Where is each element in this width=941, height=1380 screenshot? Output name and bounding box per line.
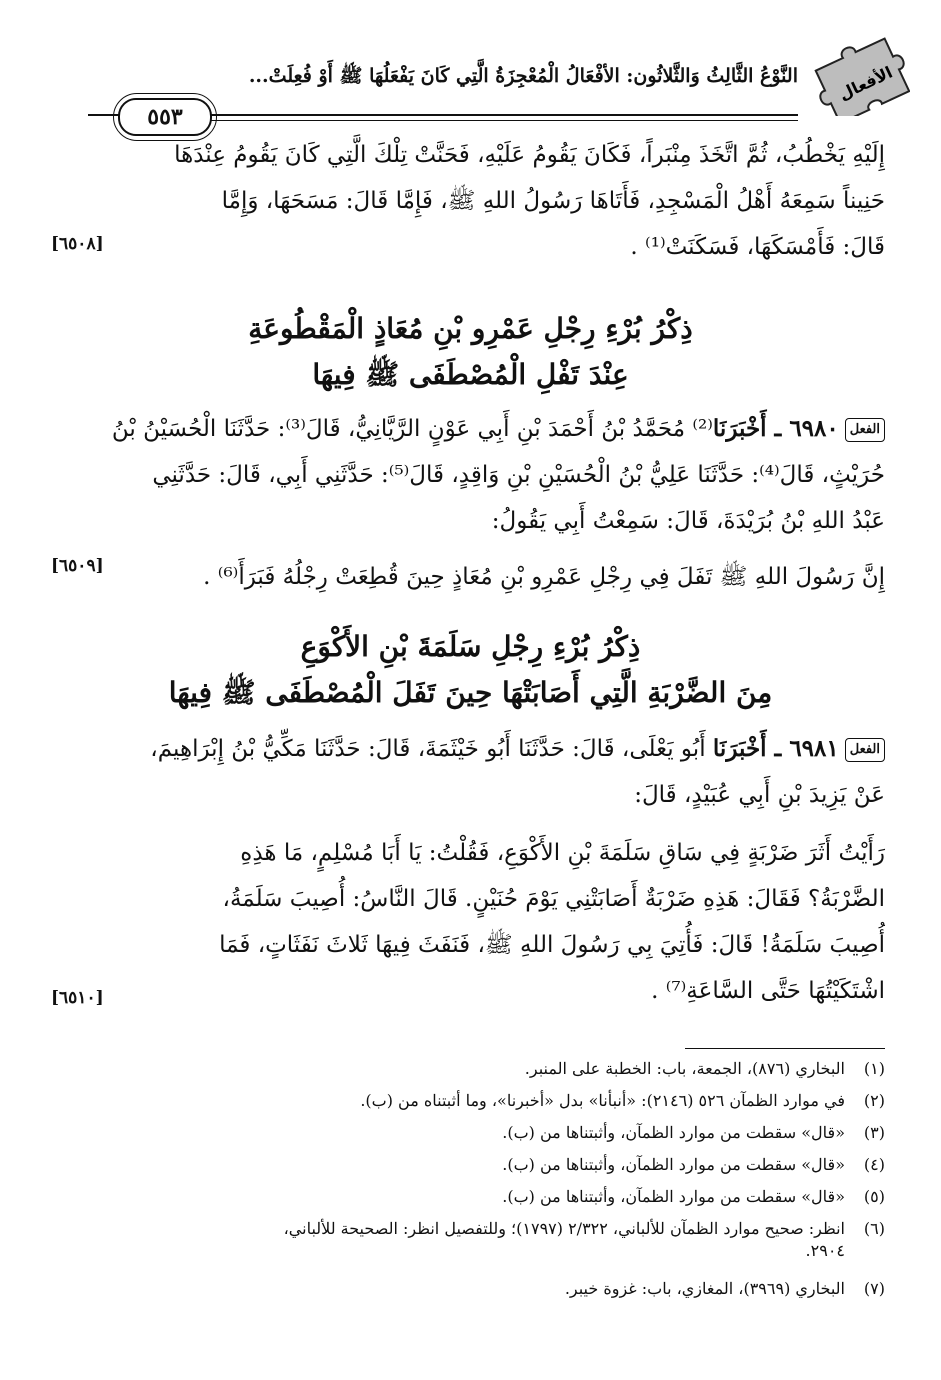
footnote-text: في موارد الظمآن ٥٢٦ (٢١٤٦): «أنبأنا» بدل «أخبرنا»، وما أثبتناه من (ب). bbox=[360, 1091, 845, 1110]
footnote-number: (١) bbox=[863, 1059, 885, 1078]
footnote-number: (٢) bbox=[863, 1091, 885, 1110]
text-line bbox=[51, 726, 885, 772]
matn-line: إِنَّ رَسُولَ اللهِ ﷺ تَفَلَ فِي رِجْلِ عَمْرِو بْنِ مُعَاذٍ حِينَ قُطِعَتْ رِجْلُهُ فَبَرَأَ⁽⁶⁾ . bbox=[203, 564, 885, 590]
page-header bbox=[88, 28, 910, 130]
footnote-number: (٦) bbox=[863, 1219, 885, 1238]
footnote-separator bbox=[685, 1048, 885, 1049]
footnote-number: (٣) bbox=[863, 1123, 885, 1142]
text-line: حَنِيناً سَمِعَهُ أَهْلُ الْمَسْجِدِ، فَأَتَاهَا رَسُولُ اللهِ ﷺ، فَإِمَّا قَالَ: مَسَحَهَا، وَإِمَّا bbox=[221, 188, 885, 214]
matn-line: اشْتَكَيْتُهَا حَتَّى السَّاعَةِ⁽⁷⁾ . bbox=[651, 978, 885, 1004]
text-line: عَبْدُ اللهِ بْنُ بُرَيْدَةَ، قَالَ: سَمِعْتُ أَبِي يَقُولُ: bbox=[491, 508, 885, 534]
intro-paragraph bbox=[51, 132, 885, 270]
heading-line: ذِكْرُ بُرْءِ رِجْلِ عَمْرِو بْنِ مُعَاذٍ الْمَقْطُوعَةِ bbox=[248, 312, 693, 345]
hadith-number: ٦٩٨٠ ـ أَخْبَرَنَا bbox=[712, 415, 839, 442]
footnote-text: «قال» سقطت من موارد الظمآن، وأثبتناها من (ب). bbox=[502, 1187, 845, 1206]
hadith-ref: [٦٥٠٨] bbox=[51, 234, 104, 254]
footnote bbox=[55, 1218, 885, 1262]
heading-line: مِنَ الضَّرْبَةِ الَّتِي أَصَابَتْهَا حِينَ تَفَلَ الْمُصْطَفَى ﷺ فِيهَا bbox=[168, 676, 773, 709]
matn-line: رَأَيْتُ أَثَرَ ضَرْبَةٍ فِي سَاقِ سَلَمَةَ بْنِ الأَكْوَعِ، فَقُلْتُ: يَا أَبَا مُسْلِمٍ، مَا هَذِهِ bbox=[240, 840, 885, 866]
text-line: إِلَيْهِ يَخْطُبُ، ثُمَّ اتَّخَذَ مِنْبَراً، فَكَانَ يَقُومُ عَلَيْهِ، فَحَنَّتْ تِلْكَ الَّتِي كَانَ يَقُومُ عِنْدَهَا bbox=[174, 142, 885, 168]
text-line: حُرَيْثٍ، قَالَ⁽⁴⁾: حَدَّثَنَا عَلِيُّ بْنُ الْحُسَيْنِ بْنِ وَاقِدٍ، قَالَ⁽⁵⁾: حَدَّثَنِي أَبِي، قَالَ: حَدَّثَنِي bbox=[152, 462, 885, 488]
footnote-number: (٧) bbox=[863, 1279, 885, 1298]
puzzle-piece-icon bbox=[814, 32, 910, 116]
footnote-text: «قال» سقطت من موارد الظمآن، وأثبتناها من (ب). bbox=[502, 1123, 845, 1142]
text-line bbox=[51, 406, 885, 452]
heading-line: ذِكْرُ بُرْءِ رِجْلِ سَلَمَةَ بْنِ الأَكْوَعِ bbox=[300, 630, 641, 663]
footnote-text: البخاري (٨٧٦)، الجمعة، باب: الخطبة على المنبر. bbox=[524, 1059, 845, 1078]
footnote-number: (٥) bbox=[863, 1187, 885, 1206]
isnad-text: أَبُو يَعْلَى، قَالَ: حَدَّثَنَا أَبُو خَيْثَمَةَ، قَالَ: حَدَّثَنَا مَكِّيُّ بْنُ إِبْرَاهِيمَ، bbox=[150, 736, 706, 762]
fi3l-badge: الفعل bbox=[845, 418, 885, 442]
heading-line: عِنْدَ تَفْلِ الْمُصْطَفَى ﷺ فِيهَا bbox=[312, 358, 629, 391]
section-heading bbox=[56, 624, 885, 716]
header-title: النَّوْعُ الثَّالِثُ وَالثَّلاثُون: الأفْعَالُ الْمُعْجِزَةُ الَّتِي كَانَ يَفْعَلُهَا ﷺ أَوْ فُعِلَتْ... bbox=[248, 65, 798, 87]
footnote-text-cont: ٢٩٠٤. bbox=[805, 1241, 845, 1260]
hadith-6980 bbox=[51, 406, 885, 600]
text-line: عَنْ يَزِيدَ بْنِ أَبِي عُبَيْدٍ، قَالَ: bbox=[634, 782, 885, 808]
footnote-number: (٤) bbox=[863, 1155, 885, 1174]
footnote-text: «قال» سقطت من موارد الظمآن، وأثبتناها من (ب). bbox=[502, 1155, 845, 1174]
fi3l-badge: الفعل bbox=[845, 738, 885, 762]
hadith-ref: [٦٥٠٩] bbox=[51, 556, 104, 576]
hadith-6981 bbox=[51, 726, 885, 1014]
footnote bbox=[55, 1090, 885, 1112]
footnote bbox=[55, 1122, 885, 1144]
text-line: قَالَ: فَأَمْسَكَهَا، فَسَكَنَتْ⁽¹⁾ . bbox=[630, 234, 885, 260]
matn-line: الضَّرْبَةُ؟ فَقَالَ: هَذِهِ ضَرْبَةٌ أَصَابَتْنِي يَوْمَ حُنَيْنٍ. قَالَ النَّاسُ: أُصِيبَ سَلَمَةُ، bbox=[222, 886, 885, 912]
header-rule-thin bbox=[208, 120, 798, 121]
header-badge: الأفعال bbox=[835, 62, 896, 104]
hadith-number: ٦٩٨١ ـ أَخْبَرَنَا bbox=[712, 735, 839, 762]
footnote-text: انظر: صحيح موارد الظمآن للألباني، ٢/٣٢٢ (١٧٩٧)؛ وللتفصيل انظر: الصحيحة للألباني، bbox=[283, 1219, 845, 1238]
page-number: ٥٥٣ bbox=[118, 98, 212, 136]
footnote-marker: ⁽²⁾ bbox=[692, 416, 713, 442]
hadith-ref: [٦٥١٠] bbox=[51, 988, 104, 1008]
matn-line: أُصِيبَ سَلَمَةُ! قَالَ: فَأُتِيَ بِي رَسُولَ اللهِ ﷺ، فَنَفَثَ فِيهَا ثَلاثَ نَفَثَاتٍ، فَمَا bbox=[219, 932, 885, 958]
footnote bbox=[55, 1186, 885, 1208]
footnote bbox=[55, 1154, 885, 1176]
isnad-text: مُحَمَّدُ بْنُ أَحْمَدَ بْنِ أَبِي عَوْنٍ الرَّيَّانِيُّ، قَالَ⁽³⁾: حَدَّثَنَا الْحُسَيْنُ بْنُ bbox=[111, 416, 686, 442]
footnote bbox=[55, 1058, 885, 1080]
section-heading bbox=[56, 306, 885, 398]
footnote bbox=[55, 1278, 885, 1300]
footnote-text: البخاري (٣٩٦٩)، المغازي، باب: غزوة خيبر. bbox=[564, 1279, 845, 1298]
